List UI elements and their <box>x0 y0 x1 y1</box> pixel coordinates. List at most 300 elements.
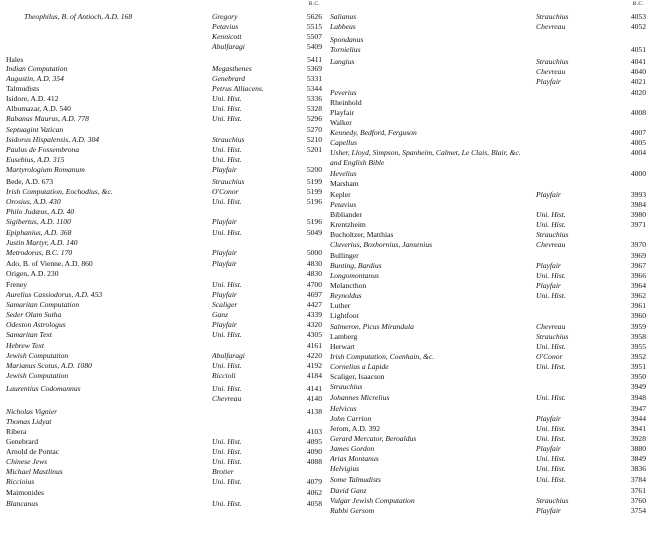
entry-year: 4697 <box>306 290 322 299</box>
entry-name: Philo Judæus, A.D. 40 <box>6 207 75 216</box>
entry-name: Samaritan Text <box>6 330 52 339</box>
entry-authority: Uni. Hist. <box>536 271 566 280</box>
chronology-row <box>330 272 648 282</box>
chronology-row <box>6 448 324 458</box>
entry-name: Aurelius Cassiodorus, A.D. 453 <box>6 290 103 299</box>
chronology-row <box>6 418 324 428</box>
entry-year: 3967 <box>630 261 646 270</box>
entry-year: 3970 <box>630 240 646 249</box>
entry-name: Genebrard <box>6 437 39 446</box>
entry-name: Strauchius <box>330 382 363 391</box>
chronology-row <box>6 428 324 438</box>
left-column <box>6 0 324 536</box>
chronology-row <box>330 383 648 393</box>
entry-year: 5626 <box>306 12 322 21</box>
chronology-row <box>330 13 648 23</box>
entry-authority: Strauchius <box>212 135 245 144</box>
entry-authority: Uni. Hist. <box>536 342 566 351</box>
chronology-row <box>330 46 648 56</box>
entry-name: Orosius, A.D. 430 <box>6 197 61 206</box>
entry-authority: Playfair <box>536 506 561 515</box>
chronology-row <box>330 465 648 475</box>
entry-name: Capellus <box>330 138 358 147</box>
entry-authority: Uni. Hist. <box>536 291 566 300</box>
entry-year: 3880 <box>630 444 646 453</box>
entry-name: Hebrew Text <box>6 341 45 350</box>
entry-year: 4052 <box>630 22 646 31</box>
entry-name: Freney <box>6 280 28 289</box>
entry-name: Hales <box>6 55 24 64</box>
entry-year: 3964 <box>630 281 646 290</box>
entry-year: 5328 <box>306 104 322 113</box>
entry-authority: Playfair <box>536 444 561 453</box>
entry-year: 5210 <box>306 135 322 144</box>
entry-year: 3944 <box>630 414 646 423</box>
entry-authority: Uni. Hist. <box>212 145 242 154</box>
entry-authority: Strauchius <box>536 496 569 505</box>
chronology-row <box>6 249 324 259</box>
entry-authority: Uni. Hist. <box>536 434 566 443</box>
chronology-row <box>330 201 648 211</box>
chronology-row <box>330 497 648 507</box>
entry-name: Augustin, A.D. 354 <box>6 74 64 83</box>
entry-authority: Uni. Hist. <box>212 114 242 123</box>
chronology-row <box>6 372 324 382</box>
entry-name: Gerard Mercator, Beroaldus <box>330 434 417 443</box>
entry-year: 4051 <box>630 45 646 54</box>
entry-authority: Uni. Hist. <box>212 155 242 164</box>
entry-name: Spondanus <box>330 35 364 44</box>
entry-year: 4021 <box>630 77 646 86</box>
entry-authority: Uni. Hist. <box>212 437 242 446</box>
chronology-row <box>6 395 324 405</box>
entry-name: Thomas Lidyat <box>6 417 52 426</box>
entry-year: 5515 <box>306 22 322 31</box>
entry-name: Marsham <box>330 179 359 188</box>
entry-year: 5411 <box>307 55 322 64</box>
chronology-row <box>330 312 648 322</box>
entry-name: Isidore, A.D. 412 <box>6 94 59 103</box>
entry-year: 4184 <box>306 371 322 380</box>
entry-authority: Chevreau <box>536 67 566 76</box>
entry-year: 3784 <box>630 475 646 484</box>
chronology-row <box>330 455 648 465</box>
chronology-row <box>330 476 648 486</box>
entry-authority: Kennicott <box>212 32 242 41</box>
entry-year: 3971 <box>630 220 646 229</box>
entry-year: 4058 <box>306 499 322 508</box>
entry-year: 4062 <box>306 488 322 497</box>
entry-name: Kennedy, Bedford, Ferguson <box>330 128 417 137</box>
chronology-row <box>6 23 324 33</box>
entry-year: 4053 <box>630 12 646 21</box>
entry-name: Sigibertus, A.D. 1100 <box>6 217 71 226</box>
entry-name: Jerom, A.D. 392 <box>330 424 380 433</box>
entry-name: Helvigius <box>330 464 360 473</box>
entry-name: Tornielius <box>330 45 361 54</box>
entry-name: Irish Computation, Coenhain, &c. <box>330 352 435 361</box>
entry-authority: Uni. Hist. <box>212 330 242 339</box>
entry-year: 3761 <box>630 486 646 495</box>
entry-name: Hevelius <box>330 169 357 178</box>
entry-authority: Uni. Hist. <box>212 104 242 113</box>
entry-year: 4005 <box>630 138 646 147</box>
chronology-row <box>330 58 648 68</box>
entry-year: 4140 <box>306 394 322 403</box>
entry-year: 5000 <box>306 248 322 257</box>
entry-authority: Genebrard <box>212 74 246 83</box>
entry-year: 3949 <box>630 382 646 391</box>
chronology-row <box>330 241 648 251</box>
entry-authority: Playfair <box>212 165 237 174</box>
entry-year: 4830 <box>306 269 322 278</box>
entry-authority: Uni. Hist. <box>212 384 242 393</box>
entry-year: 5049 <box>306 228 322 237</box>
entry-year: 3950 <box>630 372 646 381</box>
entry-authority: Brotier <box>212 467 234 476</box>
bc-header-left: B.C. <box>308 1 320 7</box>
entry-authority: Uni. Hist. <box>536 210 566 219</box>
entry-authority: O'Conor <box>536 352 563 361</box>
entry-name: Playfair <box>330 108 355 117</box>
entry-name: Labbeus <box>330 22 356 31</box>
entry-name: Kepler <box>330 190 351 199</box>
entry-authority: Playfair <box>536 414 561 423</box>
entry-year: 3948 <box>630 393 646 402</box>
chronology-row <box>6 321 324 331</box>
entry-name: David Ganz <box>330 486 367 495</box>
entry-name: Luther <box>330 301 351 310</box>
entry-year: 5331 <box>306 74 322 83</box>
entry-year: 5336 <box>306 94 322 103</box>
entry-year: 3951 <box>630 362 646 371</box>
entry-year: 3980 <box>630 210 646 219</box>
entry-year: 4008 <box>630 108 646 117</box>
entry-name: Marianus Scotus, A.D. 1080 <box>6 361 92 370</box>
entry-authority: Playfair <box>536 281 561 290</box>
entry-name: Vulgar Jewish Computation <box>330 496 415 505</box>
entry-year: 4700 <box>306 280 322 289</box>
entry-authority: Chevreau <box>536 22 566 31</box>
entry-name: Salmeron, Picus Mirandula <box>330 322 414 331</box>
bc-header-right: B.C. <box>632 1 644 7</box>
chronology-row <box>6 468 324 478</box>
entry-authority: Playfair <box>536 190 561 199</box>
entry-name: Ribera <box>6 427 27 436</box>
chronology-row <box>330 435 648 445</box>
entry-year: 4000 <box>630 169 646 178</box>
entry-name: Metrodorus, B.C. 170 <box>6 248 73 257</box>
entry-name: Herwart <box>330 342 355 351</box>
entry-name: Helvicus <box>330 404 357 413</box>
entry-year: 3760 <box>630 496 646 505</box>
entry-authority: Strauchius <box>536 12 569 21</box>
entry-authority: Petavius <box>212 22 239 31</box>
entry-year: 5196 <box>306 217 322 226</box>
entry-year: 3993 <box>630 190 646 199</box>
chronology-row <box>330 282 648 292</box>
entry-name: Jewish Computation <box>6 371 69 380</box>
entry-year: 4161 <box>306 341 322 350</box>
entry-year: 4141 <box>306 384 322 393</box>
chronology-row <box>330 405 648 415</box>
entry-authority: Chevreau <box>536 322 566 331</box>
chronology-row <box>330 89 648 99</box>
entry-year: 3836 <box>630 464 646 473</box>
entry-authority: Uni. Hist. <box>536 464 566 473</box>
entry-name: Bibliander <box>330 210 363 219</box>
chronology-row <box>330 99 648 109</box>
entry-year: 4004 <box>630 148 646 157</box>
chronology-row <box>330 68 648 78</box>
entry-authority: Uni. Hist. <box>536 362 566 371</box>
entry-name: Talmudists <box>6 84 40 93</box>
entry-name: Rabanus Maurus, A.D. 778 <box>6 114 89 123</box>
entry-year: 4007 <box>630 128 646 137</box>
entry-authority: Uni. Hist. <box>212 361 242 370</box>
entry-name: Arias Montanus <box>330 454 379 463</box>
entry-year: 3960 <box>630 311 646 320</box>
entry-year: 5270 <box>306 125 322 134</box>
entry-year: 3962 <box>630 291 646 300</box>
entry-name: Some Talmudists <box>330 475 381 484</box>
entry-name: Usher, Lloyd, Simpson, Spanheim, Calmet, Le Clais, Blair, &c. <box>330 148 521 157</box>
entry-name: and English Bible <box>330 158 385 167</box>
entry-name: Bunting, Bardius <box>330 261 382 270</box>
chronology-row <box>330 180 648 190</box>
entry-authority: Uni. Hist. <box>212 280 242 289</box>
entry-name: Epiphanius, A.D. 368 <box>6 228 72 237</box>
entry-authority: Abulfaragi <box>212 42 245 51</box>
entry-year: 5296 <box>306 114 322 123</box>
entry-authority: Playfair <box>212 290 237 299</box>
entry-name: Irish Computation, Eochodius, &c. <box>6 187 113 196</box>
entry-year: 5369 <box>306 64 322 73</box>
chronology-row <box>330 394 648 404</box>
entry-authority: Playfair <box>212 259 237 268</box>
chronology-row <box>6 270 324 280</box>
entry-name: Peverius <box>330 88 357 97</box>
entry-name: Odeston Astrologus <box>6 320 66 329</box>
chronology-row <box>330 373 648 383</box>
entry-name: Jewish Computation <box>6 351 69 360</box>
entry-year: 3959 <box>630 322 646 331</box>
entry-name: James Gordon <box>330 444 375 453</box>
entry-authority: Megasthenes <box>212 64 252 73</box>
entry-year: 4830 <box>306 259 322 268</box>
chronology-row <box>330 109 648 119</box>
entry-year: 5409 <box>306 42 322 51</box>
entry-name: Longomontanus <box>330 271 379 280</box>
entry-year: 5507 <box>306 32 322 41</box>
entry-year: 4020 <box>630 88 646 97</box>
entry-authority: Scaliger <box>212 300 238 309</box>
entry-year: 4320 <box>306 320 322 329</box>
entry-year: 4041 <box>630 57 646 66</box>
entry-authority: Playfair <box>212 217 237 226</box>
chronology-row <box>330 333 648 343</box>
entry-authority: Uni. Hist. <box>536 393 566 402</box>
entry-authority: Uni. Hist. <box>212 447 242 456</box>
entry-name: Bede, A.D. 673 <box>6 177 54 186</box>
entry-authority: Chevreau <box>536 240 566 249</box>
entry-name: Langius <box>330 57 355 66</box>
entry-year: 4138 <box>306 407 322 416</box>
entry-name: John Carrion <box>330 414 372 423</box>
entry-name: Rheinhold <box>330 98 362 107</box>
entry-name: Salianus <box>330 12 357 21</box>
chronology-row <box>6 500 324 510</box>
chronology-row <box>6 33 324 43</box>
entry-year: 5344 <box>306 84 322 93</box>
chronology-row <box>6 75 324 85</box>
entry-authority: Uni. Hist. <box>212 197 242 206</box>
entry-name: Blancanus <box>6 499 39 508</box>
chronology-row <box>6 408 324 418</box>
chronology-row <box>6 166 324 176</box>
entry-authority: Playfair <box>212 320 237 329</box>
chronology-row <box>330 78 648 88</box>
entry-authority: Playfair <box>212 248 237 257</box>
entry-year: 4192 <box>306 361 322 370</box>
entry-year: 4090 <box>306 447 322 456</box>
entry-year: 4088 <box>306 457 322 466</box>
entry-authority: Playfair <box>536 77 561 86</box>
right-column <box>330 0 648 536</box>
entry-year: 4339 <box>306 310 322 319</box>
entry-name: Melancthon <box>330 281 367 290</box>
entry-name: Krentzheim <box>330 220 366 229</box>
entry-name: Paulus de Fossembrona <box>6 145 80 154</box>
entry-name: Bucholtzer, Matthias <box>330 230 394 239</box>
entry-authority: Uni. Hist. <box>212 94 242 103</box>
entry-year: 3969 <box>630 251 646 260</box>
chronology-row <box>6 331 324 341</box>
entry-name: Justin Martyr, A.D. 140 <box>6 238 78 247</box>
entry-authority: Abulfaragi <box>212 351 245 360</box>
entry-name: Ado, B. of Vienne, A.D. 860 <box>6 259 93 268</box>
chronology-row <box>6 385 324 395</box>
entry-authority: Uni. Hist. <box>212 228 242 237</box>
entry-name: Reynoldus <box>330 291 362 300</box>
entry-year: 5199 <box>306 177 322 186</box>
entry-name: Bullinger <box>330 251 359 260</box>
entry-name: Petavius <box>330 200 357 209</box>
entry-name: Cluverius, Boxhornius, Jansenius <box>330 240 433 249</box>
entry-authority: Petrus Alliacens. <box>212 84 264 93</box>
chronology-row <box>330 170 648 180</box>
entry-year: 3952 <box>630 352 646 361</box>
chronology-row <box>330 302 648 312</box>
entry-name: Lightfoot <box>330 311 359 320</box>
entry-year: 4103 <box>306 427 322 436</box>
chronology-row <box>6 13 324 23</box>
entry-year: 5196 <box>306 197 322 206</box>
entry-authority: Strauchius <box>536 57 569 66</box>
entry-authority: Strauchius <box>536 230 569 239</box>
entry-authority: Gregory <box>212 12 238 21</box>
entry-name: Riccioius <box>6 477 35 486</box>
entry-name: Indian Computation <box>6 64 68 73</box>
entry-name: Lamberg <box>330 332 358 341</box>
entry-year: 3941 <box>630 424 646 433</box>
chronology-row <box>330 159 648 169</box>
entry-name: Maimonides <box>6 488 44 497</box>
entry-authority: Strauchius <box>536 332 569 341</box>
chronology-row <box>330 23 648 33</box>
entry-year: 4305 <box>306 330 322 339</box>
entry-name: Cornelius a Lapide <box>330 362 389 371</box>
entry-name: Samaritan Computation <box>6 300 80 309</box>
entry-name: Nicholas Vignier <box>6 407 58 416</box>
chronology-row <box>330 211 648 221</box>
entry-year: 3928 <box>630 434 646 443</box>
entry-authority: Chevreau <box>212 394 242 403</box>
chronology-row <box>330 323 648 333</box>
entry-year: 4040 <box>630 67 646 76</box>
entry-name: Walker <box>330 118 352 127</box>
chronology-row <box>6 43 324 53</box>
entry-authority: Uni. Hist. <box>212 457 242 466</box>
entry-name: Scaliger, Isaacson <box>330 372 385 381</box>
entry-name: Martyrologium Romanum <box>6 165 85 174</box>
entry-authority: O'Conor <box>212 187 239 196</box>
entry-authority: Uni. Hist. <box>212 477 242 486</box>
chronology-row <box>6 489 324 499</box>
entry-name: Septuagint Vatican <box>6 125 64 134</box>
chronology-row <box>330 507 648 517</box>
entry-year: 3961 <box>630 301 646 310</box>
entry-year: 4427 <box>306 300 322 309</box>
entry-name: Chinese Jews <box>6 457 48 466</box>
chronology-row <box>6 478 324 488</box>
entry-name: Albumazar, A.D. 540 <box>6 104 71 113</box>
entry-year: 5200 <box>306 165 322 174</box>
chronology-row <box>6 218 324 228</box>
entry-year: 5199 <box>306 187 322 196</box>
entry-year: 3966 <box>630 271 646 280</box>
entry-year: 5201 <box>306 145 322 154</box>
entry-authority: Riccioli <box>212 371 236 380</box>
entry-year: 3958 <box>630 332 646 341</box>
entry-name: Seder Olam Sutha <box>6 310 62 319</box>
entry-name: Theophilus, B. of Antioch, A.D. 168 <box>24 12 133 21</box>
entry-year: 3947 <box>630 404 646 413</box>
entry-authority: Playfair <box>536 261 561 270</box>
entry-name: Eusebius, A.D. 315 <box>6 155 65 164</box>
entry-name: Rabbi Gersom <box>330 506 375 515</box>
entry-name: Laurentius Codomannus <box>6 384 81 393</box>
entry-year: 3754 <box>630 506 646 515</box>
entry-authority: Uni. Hist. <box>536 220 566 229</box>
chronology-row <box>330 36 648 46</box>
chronology-row <box>330 292 648 302</box>
chronology-row <box>330 129 648 139</box>
entry-authority: Uni. Hist. <box>212 499 242 508</box>
entry-name: Johannes Micrelius <box>330 393 390 402</box>
entry-authority: Ganz <box>212 310 229 319</box>
entry-year: 3984 <box>630 200 646 209</box>
entry-name: Origen, A.D. 230 <box>6 269 59 278</box>
entry-year: 4079 <box>306 477 322 486</box>
chronology-row <box>330 191 648 201</box>
entry-year: 3849 <box>630 454 646 463</box>
entry-year: 4220 <box>306 351 322 360</box>
chronology-row <box>6 115 324 125</box>
entry-authority: Strauchius <box>212 177 245 186</box>
entry-authority: Uni. Hist. <box>536 475 566 484</box>
entry-name: Isidorus Hispalensis, A.D. 304 <box>6 135 100 144</box>
